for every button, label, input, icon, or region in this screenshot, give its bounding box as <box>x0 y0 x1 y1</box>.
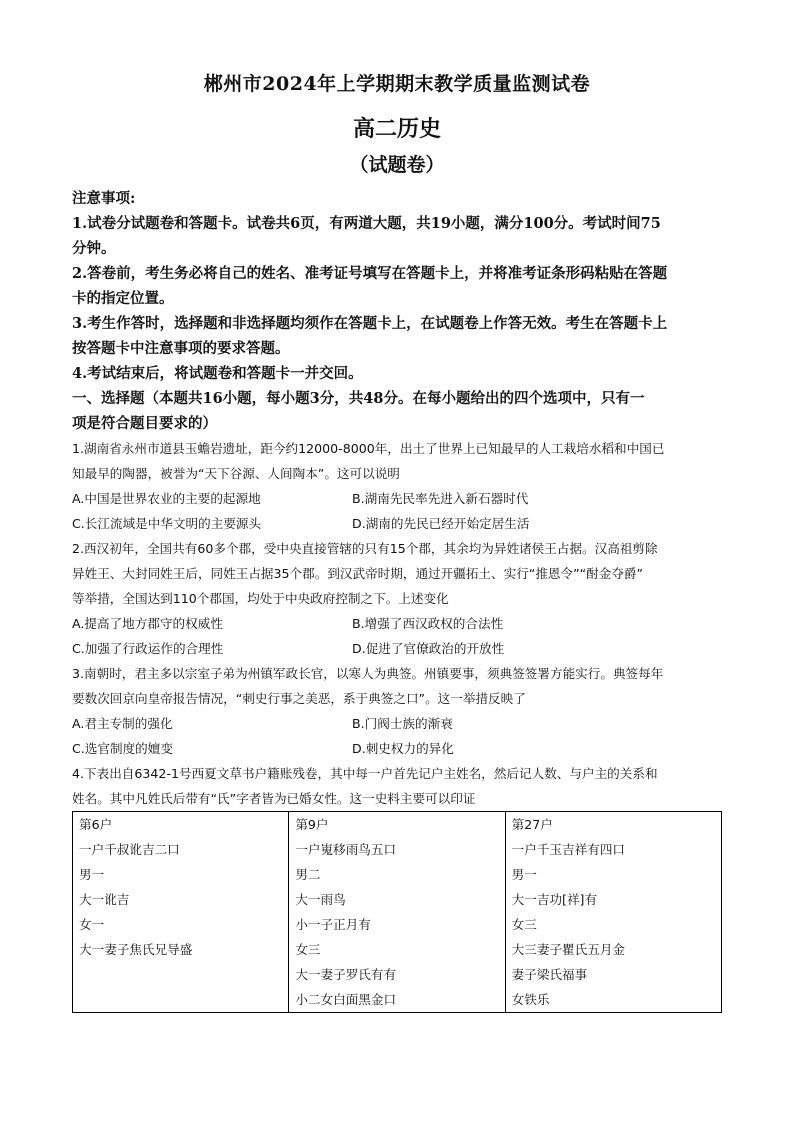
question-4-stem-line-2: 姓名。其中凡姓氏后带有“氏”字者皆为已婚女性。这一史料主要可以印证 <box>72 791 476 806</box>
household-6-line: 第6户 <box>79 817 113 832</box>
question-3-option-a: A.君主专制的强化 <box>72 716 173 731</box>
question-1-option-d: D.湖南的先民已经开始定居生活 <box>352 516 530 531</box>
household-27-line: 男一 <box>511 867 537 882</box>
question-2-option-d: D.促进了官僚政治的开放性 <box>352 641 505 656</box>
notice-item-1-line-1: 1.试卷分试题卷和答题卡。试卷共6页，有两道大题，共19小题，满分100分。考试时间75 <box>72 215 661 232</box>
household-27-line: 妻子梁氏福事 <box>511 967 588 982</box>
notice-item-4: 4.考试结束后，将试题卷和答题卡一并交回。 <box>72 365 363 382</box>
question-3-option-c: C.选官制度的嬗变 <box>72 741 173 756</box>
notice-item-3-line-2: 按答题卡中注意事项的要求答题。 <box>72 340 290 357</box>
question-1-option-a: A.中国是世界农业的主要的起源地 <box>72 491 261 506</box>
household-27-line: 一户千玉吉祥有四口 <box>511 842 625 857</box>
household-6-line: 一户千叔讹吉二口 <box>79 842 180 857</box>
notice-item-2-line-1: 2.答卷前，考生务必将自己的姓名、准考证号填写在答题卡上，并将准考证条形码粘贴在答题 <box>72 265 668 282</box>
question-2-option-b: B.增强了西汉政权的合法性 <box>352 616 504 631</box>
household-27-line: 女铁乐 <box>511 992 550 1007</box>
table-row <box>73 812 722 1013</box>
household-27-line: 第27户 <box>511 817 553 832</box>
household-9-line: 女三 <box>295 942 321 957</box>
question-3-option-d: D.刺史权力的异化 <box>352 741 454 756</box>
notice-item-3-line-1: 3.考生作答时，选择题和非选择题均须作在答题卡上，在试题卷上作答无效。考生在答题卡上 <box>72 315 668 332</box>
notice-item-1-line-2: 分钟。 <box>72 240 116 257</box>
section-1-heading-line-1: 一、选择题（本题共16小题，每小题3分，共48分。在每小题给出的四个选项中，只有一 <box>72 390 645 407</box>
notice-heading: 注意事项: <box>72 190 136 207</box>
question-1-option-b: B.湖南先民率先进入新石器时代 <box>352 491 529 506</box>
household-27-line: 大一吉功[祥]有 <box>511 892 598 907</box>
household-9-line: 一户嵬移雨鸟五口 <box>295 842 397 857</box>
question-2-stem-line-2: 异姓王、大封同姓王后，同姓王占据35个郡。到汉武帝时期，通过开疆拓土、实行“推恩令”“酎金夺爵” <box>72 566 644 581</box>
exam-title: 郴州市2024年上学期期末教学质量监测试卷 <box>203 73 591 95</box>
household-6-cell <box>73 812 289 1013</box>
paper-subtitle: （试题卷） <box>349 154 445 176</box>
question-4-stem-line-1: 4.下表出自6342-1号西夏文草书户籍账残卷，其中每一户首先记户主姓名，然后记人数、与户主的关系和 <box>72 766 658 781</box>
question-1-stem-line-1: 1.湖南省永州市道县玉蟾岩遗址，距今约12000-8000年，出土了世界上已知最早的人工栽培水稻和中国已 <box>72 441 665 456</box>
household-9-line: 小一子正月有 <box>295 917 371 932</box>
question-2-stem-line-3: 等举措，全国达到110个郡国，均处于中央政府控制之下。上述变化 <box>72 591 449 606</box>
question-3-stem-line-1: 3.南朝时，君主多以宗室子弟为州镇军政长官，以寒人为典签。州镇要事，须典签签署方能实行。典签每年 <box>72 666 664 681</box>
household-6-line: 大一妻子焦氏兄导盛 <box>79 942 193 957</box>
household-9-line: 大一雨鸟 <box>295 892 346 907</box>
subject-title: 高二历史 <box>352 116 441 142</box>
section-1-heading-line-2: 项是符合题目要求的） <box>72 415 217 432</box>
question-1-stem-line-2: 知最早的陶器，被誉为“天下谷源、人间陶本”。这可以说明 <box>72 466 400 481</box>
question-2-option-a: A.提高了地方郡守的权威性 <box>72 616 223 631</box>
household-9-line: 男二 <box>295 867 321 882</box>
notice-item-2-line-2: 卡的指定位置。 <box>72 290 174 307</box>
question-2-option-c: C.加强了行政运作的合理性 <box>72 641 224 656</box>
household-27-line: 大三妻子瞿氏五月金 <box>511 942 625 957</box>
household-9-line: 小二女白面黑金口 <box>295 992 397 1007</box>
question-3-option-b: B.门阀士族的渐衰 <box>352 716 453 731</box>
household-9-line: 大一妻子罗氏有有 <box>295 967 397 982</box>
question-1-option-c: C.长江流域是中华文明的主要源头 <box>72 516 262 531</box>
household-6-line: 女一 <box>79 917 105 932</box>
question-2-stem-line-1: 2.西汉初年，全国共有60多个郡，受中央直接管辖的只有15个郡，其余均为异姓诸侯王占据。汉高祖剪除 <box>72 541 658 556</box>
household-9-cell <box>289 812 505 1013</box>
household-27-line: 女三 <box>511 917 537 932</box>
household-6-line: 男一 <box>79 867 105 882</box>
household-register-table <box>72 811 722 1013</box>
question-3-stem-line-2: 要数次回京向皇帝报告情况，“刺史行事之美恶，系于典签之口”。这一举措反映了 <box>72 691 526 706</box>
household-27-cell <box>505 812 721 1013</box>
household-6-line: 大一讹吉 <box>79 892 130 907</box>
household-9-line: 第9户 <box>295 817 329 832</box>
